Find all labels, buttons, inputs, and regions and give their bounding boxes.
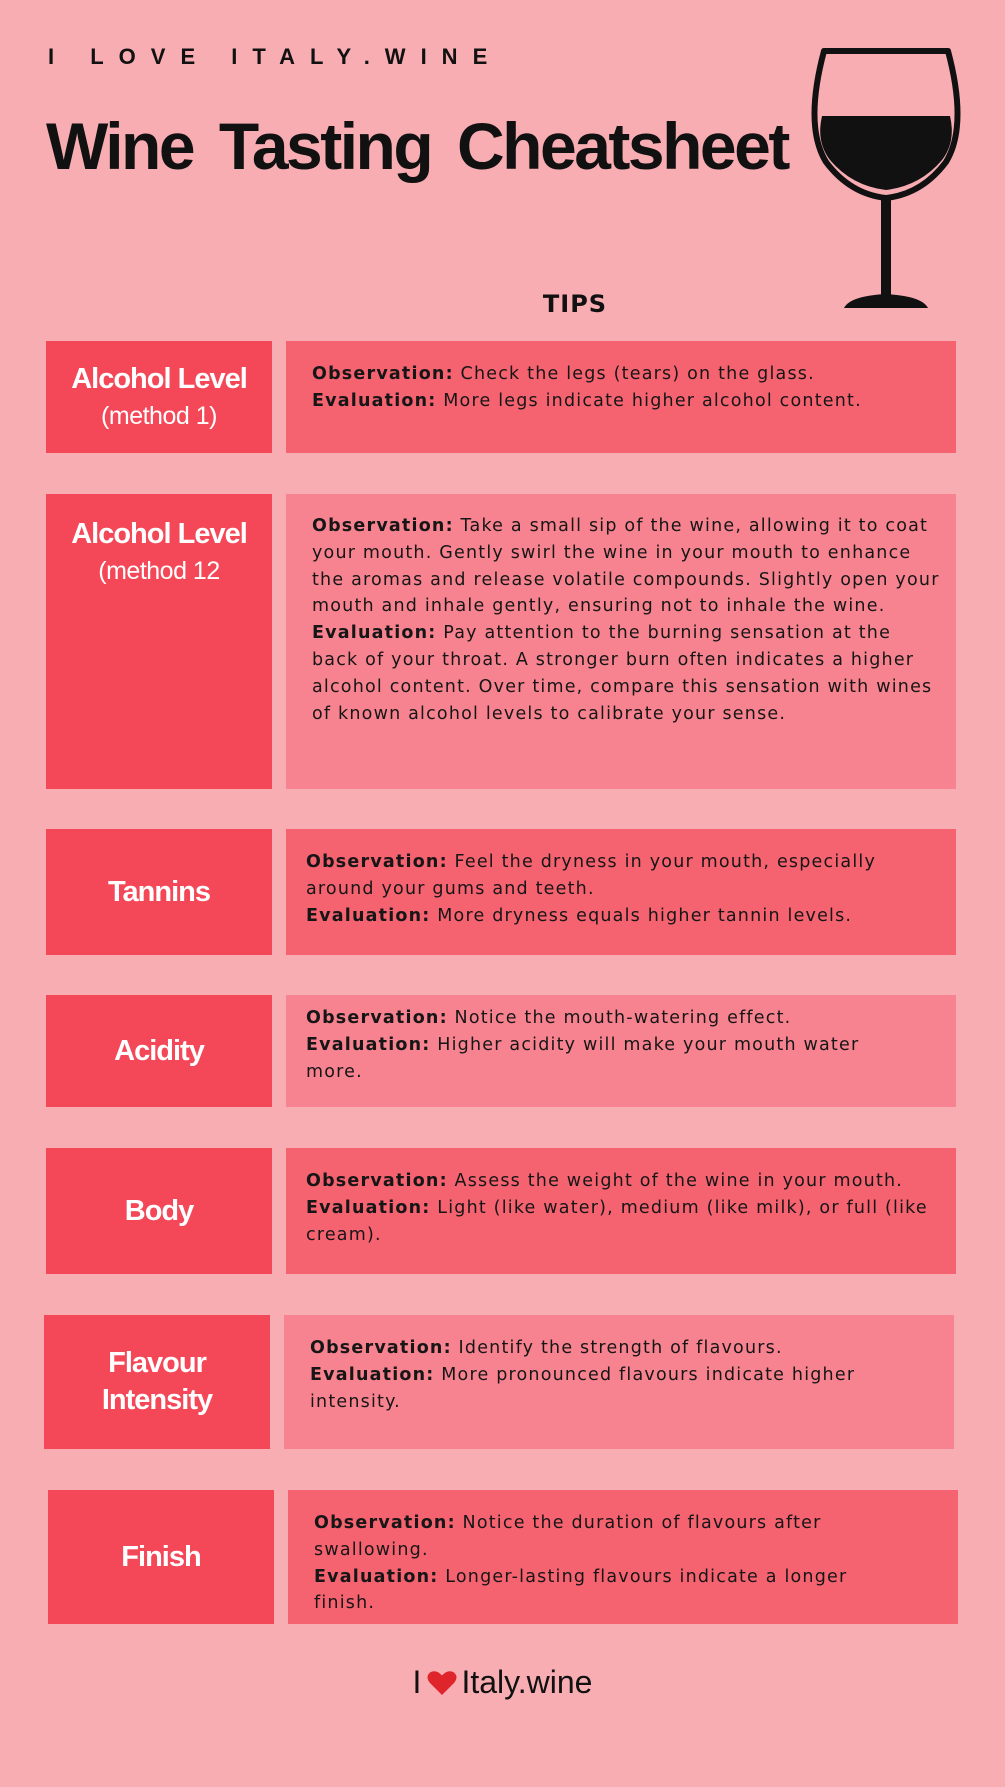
footer-prefix: I	[412, 1664, 422, 1700]
tip-row-body	[46, 1148, 956, 1274]
footer-site: Italy.wine	[461, 1664, 593, 1700]
tip-label-title: Alcohol Level	[71, 518, 247, 550]
observation-text: Observation: Notice the mouth-watering effect.	[306, 1008, 792, 1028]
tip-row-tannins	[46, 829, 956, 955]
tip-label	[46, 829, 272, 955]
observation-text: Observation: Assess the weight of the wine in your mouth.	[306, 1171, 904, 1191]
footer-wordmark	[0, 1664, 1005, 1704]
tips-heading: TIPS	[542, 290, 608, 318]
evaluation-text: Evaluation: Pay attention to the burning sensation at the back of your throat. A stronger burn often indicates a higher alcohol content. Over time, compare this sensation with wines of known alcohol levels to calibrate your sense.	[312, 623, 933, 724]
tip-row-alcohol-level-1	[46, 341, 956, 453]
tip-label-title: Flavour Intensity	[101, 1347, 213, 1416]
tip-label-title: Alcohol Level	[71, 362, 247, 395]
evaluation-text: Evaluation: More legs indicate higher alcohol content.	[312, 390, 862, 411]
page-title: Wine Tasting Cheatsheet	[46, 109, 788, 183]
evaluation-text: Evaluation: Light (like water), medium (like milk), or full (like cream).	[306, 1197, 928, 1245]
observation-text: Observation: Identify the strength of flavours.	[310, 1338, 783, 1358]
tip-row-acidity	[46, 995, 956, 1107]
tip-description	[286, 995, 956, 1107]
tip-description	[286, 1148, 956, 1274]
evaluation-text: Evaluation: Longer-lasting flavours indicate a longer finish.	[314, 1566, 848, 1614]
tip-label-title: Tannins	[107, 875, 211, 908]
tip-description	[288, 1490, 958, 1624]
tip-description	[284, 1315, 954, 1449]
observation-text: Observation: Check the legs (tears) on the glass.	[312, 364, 815, 384]
observation-text: Observation: Take a small sip of the wine, allowing it to coat your mouth. Gently swirl the wine in your mouth to enhance the aromas and release volatile compounds. Slightly open your mouth and inhale gently, ensuring not to inhale the wine.	[312, 516, 940, 617]
tip-description	[286, 341, 956, 453]
tip-description	[286, 494, 956, 789]
evaluation-text: Evaluation: More pronounced flavours indicate higher intensity.	[310, 1364, 856, 1412]
observation-text: Observation: Feel the dryness in your mouth, especially around your gums and teeth.	[306, 852, 877, 899]
tip-label	[46, 341, 272, 453]
wine-glass-icon	[810, 46, 962, 314]
tip-description	[286, 829, 956, 955]
tip-label	[46, 494, 272, 789]
brand-wordmark: I LOVE ITALY.WINE	[48, 44, 503, 69]
tip-label	[46, 1148, 272, 1274]
heart-icon	[427, 1667, 457, 1704]
tip-label	[44, 1315, 270, 1449]
tip-label	[46, 995, 272, 1107]
tip-label-subtitle: (method 1)	[101, 401, 217, 430]
tip-row-flavour-intensity	[44, 1315, 954, 1449]
tip-label-subtitle: (method 12	[98, 557, 220, 585]
tip-row-alcohol-level-2	[46, 494, 956, 789]
evaluation-text: Evaluation: More dryness equals higher tannin levels.	[306, 905, 853, 926]
evaluation-text: Evaluation: Higher acidity will make your mouth water more.	[306, 1034, 860, 1082]
tip-label-title: Body	[124, 1194, 194, 1227]
tip-label-title: Finish	[121, 1540, 201, 1573]
tip-row-finish	[48, 1490, 958, 1624]
tip-label-title: Acidity	[114, 1034, 204, 1067]
tip-label	[48, 1490, 274, 1624]
observation-text: Observation: Notice the duration of flavours after swallowing.	[314, 1513, 822, 1560]
